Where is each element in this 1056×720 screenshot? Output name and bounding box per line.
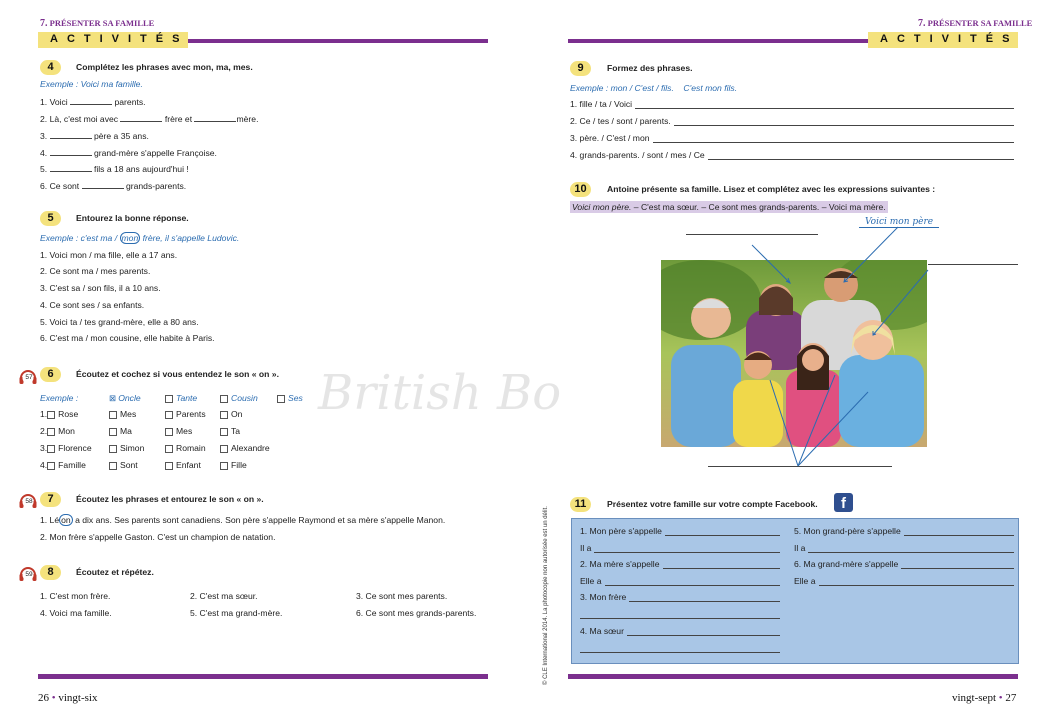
ex7-line-1: 1. Lé on a dix ans. Ses parents sont canadiens. Son père s'appelle Raymond et sa mère s'appelle Manon. [40, 515, 446, 525]
track-number: 58 [25, 498, 33, 505]
ex6-row: 2. Mon [40, 426, 75, 436]
answer-line[interactable] [904, 526, 1014, 536]
answer-line[interactable] [627, 626, 780, 636]
chapter-header [40, 18, 154, 29]
fb-line [580, 609, 780, 619]
ex8-item: 5. C'est ma grand-mère. [190, 608, 283, 618]
example-word: Tante [165, 393, 197, 403]
ex5-item[interactable]: 2. Ce sont ma / mes parents. [40, 266, 151, 276]
chapter-number: 7. [40, 18, 48, 29]
fb-line: 3. Mon frère [580, 592, 780, 602]
ex8-item: 2. C'est ma sœur. [190, 591, 258, 601]
exercise-example: Exemple : c'est ma / mon frère, il s'appelle Ludovic. [40, 233, 240, 243]
circled-answer: mon [121, 233, 139, 243]
ex9-item: 2. Ce / tes / sont / parents. [570, 116, 1014, 126]
ex7-line-2: 2. Mon frère s'appelle Gaston. C'est un champion de natation. [40, 532, 276, 542]
expressions-list: Voici mon père. – C'est ma sœur. – Ce sont mes grands-parents. – Voici ma mère. [572, 202, 886, 212]
fb-line: Elle a [580, 576, 780, 586]
fb-line [580, 643, 780, 653]
ex5-item[interactable]: 5. Voici ta / tes grand-mère, elle a 80 ans. [40, 317, 199, 327]
answer-blank[interactable] [50, 146, 92, 156]
answer-line[interactable] [901, 559, 1014, 569]
fb-line: Elle a [794, 576, 1014, 586]
ex5-item[interactable]: 4. Ce sont ses / sa enfants. [40, 300, 145, 310]
fb-line: Il a [580, 543, 780, 553]
band-title: ACTIVITÉS [880, 33, 1019, 45]
exercise-example: Exemple : mon / C'est / fils. C'est mon fils. [570, 83, 738, 93]
exercise-instruction: Écoutez les phrases et entourez le son « on ». [76, 494, 264, 504]
exercise-example: Exemple : Voici ma famille. [40, 79, 143, 89]
exercise-instruction: Écoutez et cochez si vous entendez le son « on ». [76, 369, 279, 379]
exercise-badge: 4 [40, 60, 61, 75]
fb-line: 2. Ma mère s'appelle [580, 559, 780, 569]
chapter-title: PRÉSENTER SA FAMILLE [927, 18, 1033, 28]
checkbox[interactable] [109, 411, 117, 419]
answer-blank[interactable] [194, 112, 236, 122]
example-word-checked: ⊠ Oncle [109, 393, 141, 403]
exercise-badge: 11 [570, 497, 591, 512]
footer-bar [38, 674, 488, 679]
ex8-item: 6. Ce sont mes grands-parents. [356, 608, 477, 618]
ex8-item: 1. C'est mon frère. [40, 591, 111, 601]
answer-line[interactable] [808, 543, 1014, 553]
checkbox[interactable] [47, 428, 55, 436]
activites-band [38, 32, 488, 48]
ex4-item-6: 6. Ce sont grands-parents. [40, 181, 187, 191]
answer-line[interactable] [580, 609, 780, 619]
answer-blank[interactable] [120, 112, 162, 122]
answer-line[interactable] [605, 576, 781, 586]
example-word: Ses [277, 393, 303, 403]
ex4-item-2: 2. Là, c'est moi avec frère et mère. [40, 114, 259, 124]
checkbox[interactable] [109, 462, 117, 470]
fb-line: Il a [794, 543, 1014, 553]
checkbox[interactable] [165, 411, 173, 419]
exercise-badge: 9 [570, 61, 591, 76]
page-number: vingt-sept • 27 [952, 692, 1017, 704]
exercise-badge: 6 [40, 367, 61, 382]
answer-blank[interactable] [50, 129, 92, 139]
answer-line[interactable] [629, 592, 780, 602]
checkbox[interactable] [220, 428, 228, 436]
example-word: Cousin [220, 393, 258, 403]
exercise-badge: 7 [40, 492, 61, 507]
ex6-word: Ta [220, 426, 240, 436]
exercise-badge: 10 [570, 182, 591, 197]
ex4-item-3: 3. père a 35 ans. [40, 131, 149, 141]
facebook-icon: f [834, 493, 853, 512]
fb-line: 5. Mon grand-père s'appelle [794, 526, 1014, 536]
ex6-word: On [220, 409, 242, 419]
ex6-word: Ma [109, 426, 132, 436]
ex6-row: 4. Famille [40, 460, 86, 470]
answer-blank[interactable] [50, 162, 92, 172]
ex6-word: Mes [165, 426, 192, 436]
ex6-row: 1. Rose [40, 409, 79, 419]
ex6-word: Romain [165, 443, 206, 453]
ex6-word: Sont [109, 460, 138, 470]
exercise-instruction: Antoine présente sa famille. Lisez et complétez avec les expressions suivantes : [607, 184, 936, 194]
track-number: 59 [25, 571, 33, 578]
checkbox[interactable] [220, 445, 228, 453]
ex9-item: 3. père. / C'est / mon [570, 133, 1014, 143]
page-number: 26 • vingt-six [38, 692, 98, 704]
ex6-word: Simon [109, 443, 144, 453]
checkbox[interactable] [109, 428, 117, 436]
ex9-item: 4. grands-parents. / sont / mes / Ce [570, 150, 1014, 160]
footer-bar [568, 674, 1018, 679]
ex4-item-4: 4. grand-mère s'appelle Françoise. [40, 148, 217, 158]
ex6-word: Alexandre [220, 443, 270, 453]
exercise-example-label: Exemple : [40, 393, 79, 403]
track-number: 57 [25, 374, 33, 381]
checkbox[interactable] [47, 411, 55, 419]
ex6-word: Fille [220, 460, 247, 470]
band-title: ACTIVITÉS [50, 33, 189, 45]
ex8-item: 3. Ce sont mes parents. [356, 591, 448, 601]
checkbox[interactable] [165, 428, 173, 436]
checkbox[interactable] [47, 445, 55, 453]
answer-line[interactable] [580, 643, 780, 653]
watermark: British Bo [318, 365, 562, 421]
ex6-word: Parents [165, 409, 206, 419]
exercise-instruction: Formez des phrases. [607, 63, 693, 73]
chapter-number: 7. [918, 18, 926, 29]
ex9-item: 1. fille / ta / Voici [570, 99, 1014, 109]
checkbox[interactable] [109, 445, 117, 453]
circled-answer: on [61, 515, 71, 525]
checkbox[interactable] [47, 462, 55, 470]
fb-line: 4. Ma sœur [580, 626, 780, 636]
ex5-item[interactable]: 1. Voici mon / ma fille, elle a 17 ans. [40, 250, 178, 260]
answer-blank[interactable] [70, 95, 112, 105]
ex8-item: 4. Voici ma famille. [40, 608, 112, 618]
answer-blank[interactable] [82, 179, 124, 189]
ex5-item[interactable]: 3. C'est sa / son fils, il a 10 ans. [40, 283, 161, 293]
checkbox[interactable] [165, 462, 173, 470]
copyright-notice: © CLE International 2014. La photocopie non autorisée est un délit. [543, 506, 549, 685]
exercise-instruction: Présentez votre famille sur votre compte Facebook. [607, 499, 818, 509]
exercise-instruction: Entourez la bonne réponse. [76, 213, 189, 223]
exercise-badge: 8 [40, 565, 61, 580]
ex6-row: 3. Florence [40, 443, 92, 453]
instruction-text: Complétez les phrases avec mon, ma, mes. [76, 62, 253, 72]
answer-line[interactable] [665, 526, 780, 536]
fb-line: 1. Mon père s'appelle [580, 526, 780, 536]
ex6-word: Mes [109, 409, 136, 419]
exercise-badge: 5 [40, 211, 61, 226]
answer-line[interactable] [663, 559, 780, 569]
answer-line[interactable] [594, 543, 780, 553]
answer-line[interactable] [819, 576, 1015, 586]
ex6-word: Enfant [165, 460, 201, 470]
fb-line: 6. Ma grand-mère s'appelle [794, 559, 1014, 569]
handwritten-answer: Voici mon père [859, 217, 939, 228]
checkbox[interactable] [220, 462, 228, 470]
ex4-item-5: 5. fils a 18 ans aujourd'hui ! [40, 164, 189, 174]
exercise-instruction [76, 62, 253, 72]
ex4-item-1: 1. Voici parents. [40, 97, 146, 107]
ex5-item[interactable]: 6. C'est ma / mon cousine, elle habite à Paris. [40, 333, 215, 343]
checkbox[interactable] [220, 411, 228, 419]
chapter-title: PRÉSENTER SA FAMILLE [49, 18, 155, 28]
checkbox[interactable] [165, 445, 173, 453]
exercise-instruction: Écoutez et répétez. [76, 567, 154, 577]
